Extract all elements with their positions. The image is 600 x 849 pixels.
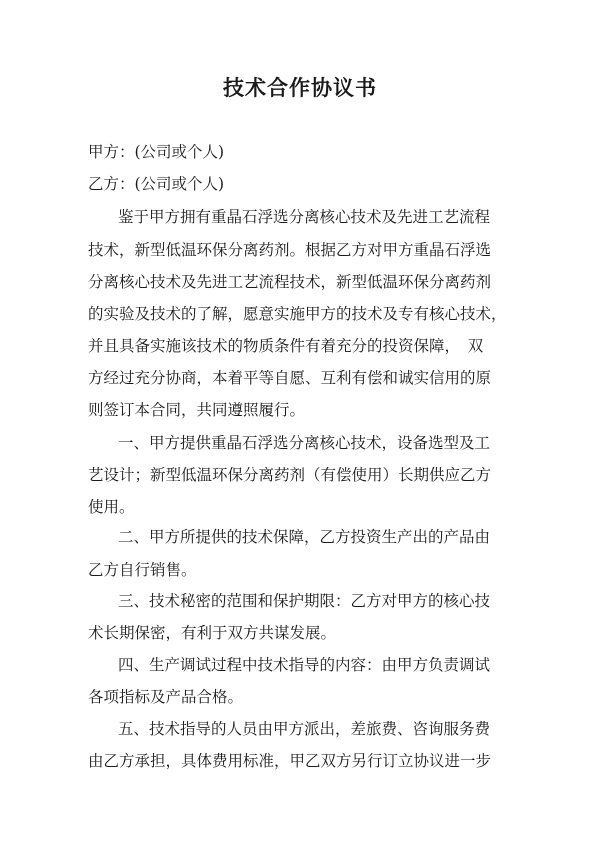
clause-1-line: 使用。: [88, 498, 135, 516]
preamble-line: 分离核心技术及先进工艺流程技术，新型低温环保分离药剂: [88, 273, 492, 291]
preamble-line: 方经过充分协商，本着平等自愿、互利有偿和诚实信用的原: [88, 369, 492, 387]
clause-5-line: 由乙方承担，具体费用标准，甲乙双方另行订立协议进一步: [88, 752, 492, 770]
clause-4-line: 四、生产调试过程中技术指导的内容：由甲方负责调试: [118, 656, 491, 674]
preamble-line: 技术，新型低温环保分离药剂。根据乙方对甲方重晶石浮选: [88, 241, 492, 259]
document-title: 技术合作协议书: [223, 75, 377, 100]
preamble-line: 并且具备实施该技术的物质条件有着充分的投资保障， 双: [88, 337, 484, 355]
clause-4-line: 各项指标及产品合格。: [88, 688, 244, 706]
preamble-line: 则签订本合同，共同遵照履行。: [88, 401, 306, 419]
clause-1-line: 艺设计；新型低温环保分离药剂（有偿使用）长期供应乙方: [88, 466, 492, 484]
clause-5-line: 五、技术指导的人员由甲方派出，差旅费、咨询服务费: [118, 720, 491, 738]
preamble-line: 的实验及技术的了解，愿意实施甲方的技术及专有核心技术，: [88, 305, 507, 323]
preamble-line: 鉴于甲方拥有重晶石浮选分离核心技术及先进工艺流程: [118, 208, 491, 226]
clause-1-line: 一、甲方提供重晶石浮选分离核心技术，设备选型及工: [118, 434, 491, 452]
clause-3-line: 三、技术秘密的范围和保护期限：乙方对甲方的核心技: [118, 592, 491, 610]
clause-2-line: 二、甲方所提供的技术保障，乙方投资生产出的产品由: [118, 528, 491, 546]
party-b: 乙方：(公司或个人): [88, 175, 225, 193]
clause-2-line: 乙方自行销售。: [88, 561, 197, 579]
party-a: 甲方：(公司或个人): [88, 143, 225, 161]
clause-3-line: 术长期保密，有利于双方共谋发展。: [88, 624, 337, 642]
